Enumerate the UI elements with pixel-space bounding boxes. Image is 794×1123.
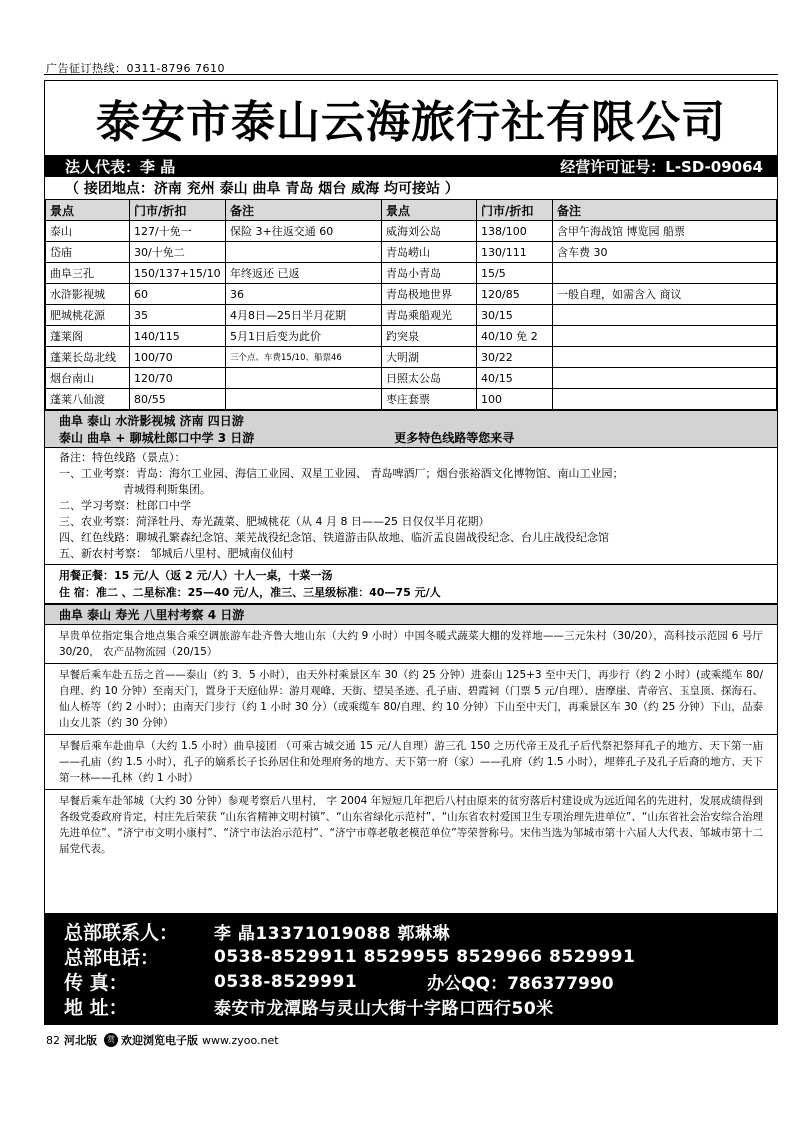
table-cell: 100/70 xyxy=(130,347,226,368)
table-cell: 5月1日后变为此价 xyxy=(226,326,382,347)
top-rule xyxy=(44,74,778,75)
header-cell: 景点 xyxy=(382,200,477,221)
note-red-route: 四、红色线路：聊城孔繁森纪念馆、莱芜战役纪念馆、铁道游击队故地、临沂孟良崮战役纪念、台儿庄战役纪念馆 xyxy=(59,531,609,544)
table-cell: 大明湖 xyxy=(382,347,477,368)
table-row xyxy=(46,242,777,263)
contact-fax-row xyxy=(44,969,778,994)
table-cell: 130/111 xyxy=(477,242,553,263)
contact-person-row xyxy=(44,919,778,944)
table-row xyxy=(46,305,777,326)
table-cell: 40/15 xyxy=(477,368,553,389)
table-cell: 120/70 xyxy=(130,368,226,389)
table-cell: 40/10 免 2 xyxy=(477,326,553,347)
table-cell xyxy=(553,368,777,389)
tour-1-line-1: 曲阜 泰山 水浒影视城 济南 四日游 xyxy=(59,414,244,428)
legal-rep: 法人代表：李 晶 xyxy=(65,157,176,176)
note-new-village: 五、新农村考察： 邹城后八里村、肥城南仪仙村 xyxy=(59,547,294,560)
table-cell: 30/15 xyxy=(477,305,553,326)
pickup-locations: （ 接团地点：济南 兖州 泰山 曲阜 青岛 烟台 威海 均可接站 ） xyxy=(65,181,459,197)
table-cell: 蓬莱八仙渡 xyxy=(46,389,130,410)
table-cell: 138/100 xyxy=(477,221,553,242)
table-cell: 36 xyxy=(226,284,382,305)
note-study: 二、学习考察：杜郎口中学 xyxy=(59,499,191,512)
page-number: 82 xyxy=(46,1033,60,1047)
table-cell: 青岛小青岛 xyxy=(382,263,477,284)
table-cell: 蓬莱长岛北线 xyxy=(46,347,130,368)
table-row xyxy=(46,326,777,347)
table-cell: 曲阜三孔 xyxy=(46,263,130,284)
contact-address-label: 地 址： xyxy=(64,997,128,1019)
table-row xyxy=(46,368,777,389)
tour-2-title: 曲阜 泰山 寿光 八里村考察 4 日游 xyxy=(59,608,245,622)
table-cell xyxy=(553,389,777,410)
note-industrial: 一、工业考察：青岛：海尔工业园、海信工业园、双星工业园、 青岛啤酒厂；烟台张裕酒文化博物馆、南山工业园； xyxy=(59,467,624,480)
table-cell: 泰山 xyxy=(46,221,130,242)
contact-phone-value: 0538-8529911 8529955 8529966 8529991 xyxy=(214,946,636,967)
table-row xyxy=(46,347,777,368)
contact-fax-value: 0538-8529991 xyxy=(214,971,358,992)
footer-slogan: 欢迎浏览电子版 xyxy=(121,1034,198,1047)
table-cell: 含车费 30 xyxy=(553,242,777,263)
price-table-header xyxy=(46,200,777,221)
table-cell: 青岛乘船观光 xyxy=(382,305,477,326)
table-cell: 趵突泉 xyxy=(382,326,477,347)
table-cell: 肥城桃花源 xyxy=(46,305,130,326)
table-cell: 威海刘公岛 xyxy=(382,221,477,242)
table-cell: 140/115 xyxy=(130,326,226,347)
table-cell: 蓬莱阁 xyxy=(46,326,130,347)
header-cell: 门市/折扣 xyxy=(477,200,553,221)
table-cell xyxy=(553,263,777,284)
header-cell: 备注 xyxy=(226,200,382,221)
table-cell xyxy=(553,347,777,368)
table-cell: 水浒影视城 xyxy=(46,284,130,305)
meal-lodging-info xyxy=(45,565,777,604)
table-cell xyxy=(226,389,382,410)
header-cell: 景点 xyxy=(46,200,130,221)
ad-hotline: 广告征订热线：0311-8796 7610 xyxy=(46,62,225,75)
table-cell: 30/十免二 xyxy=(130,242,226,263)
contact-person-value: 李 晶13371019088 郭琳琳 xyxy=(214,924,450,944)
contact-block xyxy=(44,913,778,1025)
table-cell: 烟台南山 xyxy=(46,368,130,389)
header-cell: 门市/折扣 xyxy=(130,200,226,221)
table-cell: 15/5 xyxy=(477,263,553,284)
table-cell xyxy=(553,326,777,347)
itinerary-day-2: 早餐后乘车赴五岳之首——泰山（约 3．5 小时），由天外村乘景区车 30（约 25 分钟）进泰山 125+3 至中天门，再步行（约 2 小时）(或乘缆车 80/自理、约 10 分钟）至南天门，置身于天庭仙界：游月观峰、天街、望吴圣迹、孔子庙、碧霞祠（门票 5 元/自理）、唐摩崖、青帝宫、玉皇顶、探海石、仙人桥等（约 2 小时）；由南天门步行（约 1 小时 30 分）（或乘缆车 80/自理、约 10 分钟）下山至中天门，再乘景区车 30（约 25 分钟）下山，品泰山女儿茶（约 30 分钟） xyxy=(45,664,777,735)
table-row xyxy=(46,221,777,242)
table-cell xyxy=(226,242,382,263)
table-cell: 100 xyxy=(477,389,553,410)
footer-website-link[interactable]: www.zyoo.net xyxy=(202,1033,279,1047)
contact-address-row xyxy=(44,994,778,1019)
table-cell: 岱庙 xyxy=(46,242,130,263)
contact-phone-row xyxy=(44,944,778,969)
itinerary-day-1: 早贵单位指定集合地点集合乘空调旅游车赴齐鲁大地山东（大约 9 小时）中国冬暖式蔬菜大棚的发祥地——三元朱村（30/20），高科技示范园 6 号厅 30/20， 农产品物流园（20/15） xyxy=(45,625,777,664)
lodging-line: 住 宿：准二 、二星标准：25—40 元/人，准三、三星级标准：40—75 元/人 xyxy=(59,586,441,599)
table-cell: 80/55 xyxy=(130,389,226,410)
table-row xyxy=(46,263,777,284)
note-agriculture: 三、农业考察：菏泽牡丹、寿光蔬菜、肥城桃花（从 4 月 8 日——25 日仅仅半月花期） xyxy=(59,515,490,528)
table-cell: 127/十免一 xyxy=(130,221,226,242)
table-cell: 日照太公岛 xyxy=(382,368,477,389)
table-row xyxy=(46,284,777,305)
company-title: 泰安市泰山云海旅行社有限公司 xyxy=(96,97,726,148)
table-cell: 青岛极地世界 xyxy=(382,284,477,305)
table-cell xyxy=(553,305,777,326)
price-table xyxy=(45,199,777,410)
meal-line: 用餐正餐：15 元/人（返 2 元/人）十人一桌，十菜一汤 xyxy=(59,569,333,582)
header-cell: 备注 xyxy=(553,200,777,221)
table-cell: 保险 3+往返交通 60 xyxy=(226,221,382,242)
table-cell: 年终返还 已返 xyxy=(226,263,382,284)
table-cell: 150/137+15/10 xyxy=(130,263,226,284)
table-cell: 35 xyxy=(130,305,226,326)
notes-intro: 备注：特色线路（景点）： xyxy=(59,451,186,464)
tour-banner-2 xyxy=(45,604,777,625)
table-cell: 60 xyxy=(130,284,226,305)
contact-person-label: 总部联系人： xyxy=(64,922,179,944)
itinerary-day-3: 早餐后乘车赴曲阜（大约 1.5 小时）曲阜接团 （可乘古城交通 15 元/人自理）游三孔 150 之历代帝王及孔子后代祭祀祭拜孔子的地方、天下第一庙——孔庙（约 1.5 小时），孔子的嫡系长子长孙居住和处理府务的地方、天下第一府（家）——孔府（约 1.5 小时），埋葬孔子及孔子后裔的地方、天下第一林——孔林（约 1 小时） xyxy=(45,735,777,790)
table-cell: 120/85 xyxy=(477,284,553,305)
contact-address-value: 泰安市龙潭路与灵山大街十字路口西行50米 xyxy=(214,999,554,1019)
table-cell: 含甲午海战馆 博览园 船票 xyxy=(553,221,777,242)
table-cell: 一般自理，如需含入 商议 xyxy=(553,284,777,305)
ad-frame xyxy=(44,80,778,932)
itinerary-day-4: 早餐后乘车赴邹城（大约 30 分钟）参观考察后八里村， 字 2004 年短短几年把后八村由原来的贫穷落后村建设成为远近闻名的先进村，发展成绩得到各级党委政府肯定，村庄先后荣获 “山东省精神文明村镇”、“山东省绿化示范村”、“山东省农村爱国卫生专项治理先进单位”、“山东省社会治安综合治理先进单位”、“济宁市文明小康村”、“济宁市法治示范村”、“济宁市尊老敬老模范单位”等荣誉称号。宋伟当选为邹城市第十六届人大代表、邹城市第十二届党代表。 xyxy=(59,795,763,855)
contact-qq: 办公QQ：786377990 xyxy=(427,974,614,994)
note-industrial-cont: 青城得利斯集团。 xyxy=(123,483,211,496)
magazine-logo-icon: 赏 xyxy=(104,1033,118,1047)
license-number: 经营许可证号：L-SD-09064 xyxy=(560,157,763,176)
table-cell: 青岛崂山 xyxy=(382,242,477,263)
table-cell: 30/22 xyxy=(477,347,553,368)
more-routes-text: 更多特色线路等您来寻 xyxy=(394,431,515,445)
special-routes-notes xyxy=(45,448,777,565)
contact-fax-label: 传 真： xyxy=(64,972,128,994)
table-cell: 三个点、车费15/10、船票46 xyxy=(226,347,382,368)
legal-bar xyxy=(45,155,777,177)
page-footer xyxy=(46,1032,279,1048)
tour-banner-1 xyxy=(45,410,777,448)
tour-1-line-2: 泰山 曲阜 + 聊城杜郎口中学 3 日游 xyxy=(59,431,255,445)
contact-phone-label: 总部电话： xyxy=(64,947,160,969)
table-cell: 4月8日—25日半月花期 xyxy=(226,305,382,326)
table-cell: 枣庄套票 xyxy=(382,389,477,410)
table-row xyxy=(46,389,777,410)
table-cell xyxy=(226,368,382,389)
edition-label: 河北版 xyxy=(64,1034,97,1047)
